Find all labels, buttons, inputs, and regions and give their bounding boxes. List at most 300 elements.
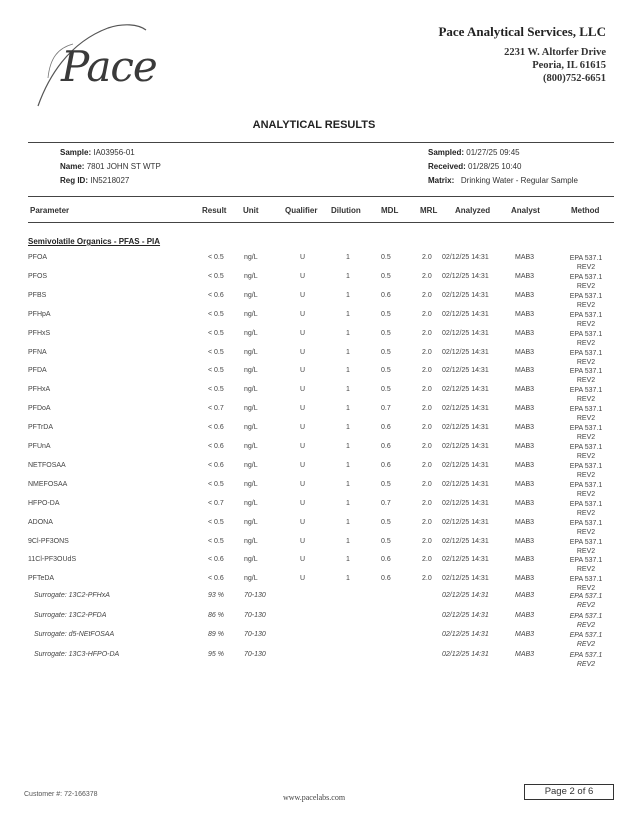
company-city: Peoria, IL 61615 [532, 60, 606, 71]
method-name: EPA 537.1 [569, 557, 603, 565]
cell-mdl: 0.5 [381, 329, 391, 337]
cell-mdl: 0.5 [381, 348, 391, 356]
cell-method [566, 462, 606, 480]
cell-limits: 70-130 [244, 592, 266, 599]
cell-unit: ng/L [244, 461, 258, 469]
cell-dilution: 1 [346, 461, 350, 469]
cell-method [566, 519, 606, 537]
table-row [0, 311, 628, 330]
surrogate-row [0, 592, 628, 611]
cell-mdl: 0.6 [381, 575, 391, 583]
cell-result: 93 % [208, 592, 224, 599]
cell-qualifier: U [300, 386, 306, 394]
cell-result: < 0.6 [208, 575, 224, 583]
cell-unit: ng/L [244, 480, 258, 488]
cell-dilution: 1 [346, 575, 350, 583]
cell-dilution: 1 [346, 556, 350, 564]
sample-name-line [60, 160, 161, 174]
cell-analyst: MAB3 [515, 254, 535, 261]
cell-analyst: MAB3 [515, 367, 535, 375]
cell-mrl: 2.0 [422, 443, 432, 450]
method-revision: REV2 [576, 585, 596, 593]
table-row [0, 292, 628, 311]
col-header-analyzed: Analyzed [455, 206, 491, 215]
cell-parameter: 11Cl-PF3OUdS [28, 556, 77, 564]
cell-method [566, 481, 606, 499]
company-phone: (800)752-6651 [543, 73, 606, 84]
cell-method [566, 612, 606, 630]
cell-mdl: 0.5 [381, 254, 391, 261]
customer-number: Customer #: 72-166378 [24, 791, 98, 798]
table-row [0, 519, 628, 538]
method-name: EPA 537.1 [569, 425, 603, 433]
regid-value: IN5218027 [90, 176, 130, 185]
cell-dilution: 1 [346, 310, 350, 318]
table-row [0, 462, 628, 481]
method-revision: REV2 [576, 471, 596, 479]
cell-result: < 0.5 [208, 537, 224, 545]
cell-mdl: 0.5 [381, 272, 391, 280]
cell-analyst: MAB3 [515, 386, 535, 394]
cell-mdl: 0.5 [381, 518, 391, 526]
report-title: ANALYTICAL RESULTS [252, 119, 376, 131]
cell-parameter: 9Cl-PF3ONS [28, 537, 69, 545]
cell-dilution: 1 [346, 443, 350, 450]
received-label: Received: [428, 162, 466, 171]
method-name: EPA 537.1 [569, 651, 603, 659]
cell-result: < 0.6 [208, 443, 224, 450]
cell-method [566, 349, 606, 367]
cell-parameter: ADONA [28, 518, 53, 526]
method-name: EPA 537.1 [569, 387, 603, 395]
cell-analyst: MAB3 [515, 291, 535, 299]
method-revision: REV2 [576, 660, 596, 668]
cell-result: 89 % [208, 631, 224, 639]
method-name: EPA 537.1 [569, 632, 603, 640]
method-revision: REV2 [576, 453, 596, 460]
cell-analyst: MAB3 [515, 424, 535, 432]
cell-parameter: PFOS [28, 272, 48, 280]
cell-limits: 70-130 [244, 631, 266, 639]
cell-parameter: PFTeDA [28, 575, 55, 583]
col-header-parameter: Parameter [30, 206, 70, 215]
method-name: EPA 537.1 [569, 255, 603, 262]
method-name: EPA 537.1 [569, 500, 603, 508]
method-name: EPA 537.1 [569, 311, 603, 319]
cell-mrl: 2.0 [422, 556, 432, 564]
cell-result: 86 % [208, 611, 224, 619]
cell-mrl: 2.0 [422, 348, 432, 356]
cell-qualifier: U [300, 310, 306, 318]
cell-qualifier: U [300, 480, 306, 488]
reg-id-line [60, 174, 161, 188]
cell-unit: ng/L [244, 443, 258, 450]
cell-dilution: 1 [346, 329, 350, 337]
cell-method [566, 651, 606, 669]
col-header-dilution: Dilution [331, 206, 361, 215]
table-row [0, 254, 628, 273]
cell-unit: ng/L [244, 254, 258, 261]
cell-parameter: NMEFOSAA [28, 480, 68, 488]
sample-value: IA03956-01 [93, 148, 135, 157]
cell-analyzed: 02/12/25 14:31 [442, 272, 489, 280]
cell-mdl: 0.6 [381, 291, 391, 299]
cell-parameter: Surrogate: 13C3-HFPO-DA [34, 650, 120, 658]
method-revision: REV2 [576, 339, 596, 347]
cell-result: < 0.5 [208, 367, 224, 375]
name-value: 7801 JOHN ST WTP [86, 162, 161, 171]
method-revision: REV2 [576, 434, 596, 442]
method-revision: REV2 [576, 566, 596, 574]
page-number: Page 2 of 6 [524, 784, 614, 800]
cell-method [566, 367, 606, 385]
cell-qualifier: U [300, 537, 306, 545]
cell-analyst: MAB3 [515, 537, 535, 545]
cell-method [566, 443, 606, 461]
sample-label: Sample: [60, 148, 92, 157]
sampled-label: Sampled: [428, 148, 465, 157]
received-value: 01/28/25 10:40 [468, 162, 522, 171]
method-name: EPA 537.1 [569, 462, 603, 470]
method-name: EPA 537.1 [569, 519, 603, 527]
sample-id-line [60, 146, 161, 160]
method-name: EPA 537.1 [569, 368, 603, 376]
sampled-value: 01/27/25 09:45 [466, 148, 520, 157]
method-name: EPA 537.1 [569, 481, 603, 489]
cell-unit: ng/L [244, 329, 258, 337]
cell-mdl: 0.6 [381, 556, 391, 564]
cell-unit: ng/L [244, 499, 258, 507]
cell-method [566, 330, 606, 348]
cell-parameter: PFHpA [28, 310, 51, 318]
cell-result: < 0.5 [208, 518, 224, 526]
cell-unit: ng/L [244, 348, 258, 356]
cell-mrl: 2.0 [422, 329, 432, 337]
cell-result: < 0.5 [208, 480, 224, 488]
cell-method [566, 386, 606, 404]
cell-result: < 0.5 [208, 386, 224, 394]
cell-parameter: PFHxS [28, 329, 51, 337]
sampled-line [428, 146, 578, 160]
table-row [0, 273, 628, 292]
cell-result: < 0.6 [208, 556, 224, 564]
method-revision: REV2 [576, 415, 596, 423]
received-line [428, 160, 578, 174]
cell-analyzed: 02/12/25 14:31 [442, 348, 489, 356]
method-revision: REV2 [576, 282, 596, 290]
cell-analyst: MAB3 [515, 631, 535, 639]
pace-logo [28, 18, 178, 113]
cell-mrl: 2.0 [422, 367, 432, 375]
cell-result: < 0.6 [208, 424, 224, 432]
cell-mrl: 2.0 [422, 461, 432, 469]
cell-mdl: 0.7 [381, 405, 391, 413]
cell-unit: ng/L [244, 537, 258, 545]
cell-dilution: 1 [346, 424, 350, 432]
method-revision: REV2 [576, 602, 596, 609]
cell-parameter: PFDA [28, 367, 47, 375]
col-header-analyst: Analyst [511, 206, 540, 215]
cell-unit: ng/L [244, 310, 258, 318]
method-revision: REV2 [576, 547, 596, 555]
method-name: EPA 537.1 [569, 593, 603, 600]
cell-unit: ng/L [244, 556, 258, 564]
sample-info-left [60, 146, 161, 188]
cell-dilution: 1 [346, 537, 350, 545]
method-revision: REV2 [576, 377, 596, 385]
cell-analyzed: 02/12/25 14:31 [442, 254, 489, 261]
table-row [0, 424, 628, 443]
cell-analyzed: 02/12/25 14:31 [442, 556, 489, 564]
cell-mrl: 2.0 [422, 518, 432, 526]
cell-mdl: 0.6 [381, 443, 391, 450]
cell-qualifier: U [300, 291, 306, 299]
cell-unit: ng/L [244, 575, 258, 583]
cell-analyzed: 02/12/25 14:31 [442, 310, 489, 318]
cell-parameter: PFTrDA [28, 424, 54, 432]
method-revision: REV2 [576, 621, 596, 629]
cell-result: < 0.6 [208, 291, 224, 299]
cell-analyst: MAB3 [515, 611, 535, 619]
cell-qualifier: U [300, 254, 306, 261]
website: www.pacelabs.com [282, 793, 346, 802]
cell-unit: ng/L [244, 272, 258, 280]
cell-mrl: 2.0 [422, 537, 432, 545]
cell-analyzed: 02/12/25 14:31 [442, 631, 489, 639]
surrogate-row [0, 631, 628, 650]
cell-dilution: 1 [346, 272, 350, 280]
cell-qualifier: U [300, 329, 306, 337]
method-name: EPA 537.1 [569, 273, 603, 281]
cell-method [566, 254, 606, 272]
cell-parameter: PFHxA [28, 386, 51, 394]
cell-parameter: PFUnA [28, 443, 51, 450]
cell-parameter: Surrogate: 13C2-PFDA [34, 611, 107, 619]
surrogate-row [0, 651, 628, 670]
col-header-mdl: MDL [381, 206, 399, 215]
cell-analyzed: 02/12/25 14:31 [442, 592, 489, 599]
cell-parameter: NETFOSAA [28, 461, 66, 469]
cell-dilution: 1 [346, 348, 350, 356]
cell-unit: ng/L [244, 518, 258, 526]
cell-method [566, 311, 606, 329]
cell-parameter: Surrogate: 13C2-PFHxA [34, 592, 110, 599]
cell-unit: ng/L [244, 386, 258, 394]
cell-analyst: MAB3 [515, 556, 535, 564]
table-row [0, 443, 628, 462]
table-row [0, 330, 628, 349]
cell-method [566, 592, 606, 610]
cell-analyzed: 02/12/25 14:31 [442, 537, 489, 545]
method-revision: REV2 [576, 320, 596, 328]
cell-result: < 0.5 [208, 348, 224, 356]
cell-mrl: 2.0 [422, 499, 432, 507]
cell-qualifier: U [300, 405, 306, 413]
table-row [0, 556, 628, 575]
cell-qualifier: U [300, 575, 306, 583]
cell-method [566, 538, 606, 556]
table-row [0, 405, 628, 424]
method-revision: REV2 [576, 509, 596, 517]
cell-mdl: 0.6 [381, 461, 391, 469]
cell-method [566, 575, 606, 593]
cell-qualifier: U [300, 518, 306, 526]
cell-result: < 0.7 [208, 405, 224, 413]
cell-analyst: MAB3 [515, 575, 535, 583]
cell-method [566, 405, 606, 423]
matrix-line [428, 174, 578, 188]
logo-text: Pace [61, 42, 157, 91]
cell-mdl: 0.5 [381, 310, 391, 318]
cell-result: 95 % [208, 650, 224, 658]
cell-analyzed: 02/12/25 14:31 [442, 424, 489, 432]
cell-parameter: Surrogate: d5-NEtFOSAA [34, 631, 115, 639]
col-header-qualifier: Qualifier [285, 206, 318, 215]
company-street: 2231 W. Altorfer Drive [504, 47, 606, 58]
cell-analyst: MAB3 [515, 405, 535, 413]
cell-result: < 0.6 [208, 461, 224, 469]
cell-method [566, 500, 606, 518]
cell-analyzed: 02/12/25 14:31 [442, 611, 489, 619]
method-revision: REV2 [576, 301, 596, 309]
method-name: EPA 537.1 [569, 330, 603, 338]
cell-analyzed: 02/12/25 14:31 [442, 499, 489, 507]
cell-analyst: MAB3 [515, 310, 535, 318]
cell-mrl: 2.0 [422, 272, 432, 280]
cell-result: < 0.5 [208, 272, 224, 280]
cell-mdl: 0.5 [381, 386, 391, 394]
method-name: EPA 537.1 [569, 612, 603, 620]
cell-parameter: PFNA [28, 348, 47, 356]
method-name: EPA 537.1 [569, 444, 603, 451]
cell-dilution: 1 [346, 291, 350, 299]
method-name: EPA 537.1 [569, 292, 603, 300]
cell-mrl: 2.0 [422, 291, 432, 299]
matrix-value: Drinking Water - Regular Sample [460, 176, 578, 185]
table-row [0, 538, 628, 557]
cell-analyzed: 02/12/25 14:31 [442, 461, 489, 469]
header-divider [28, 142, 614, 143]
method-revision: REV2 [576, 490, 596, 498]
cell-analyst: MAB3 [515, 272, 535, 280]
cell-mrl: 2.0 [422, 480, 432, 488]
cell-qualifier: U [300, 443, 306, 450]
cell-dilution: 1 [346, 518, 350, 526]
cell-dilution: 1 [346, 480, 350, 488]
cell-analyst: MAB3 [515, 329, 535, 337]
col-header-result: Result [202, 206, 227, 215]
cell-method [566, 424, 606, 442]
cell-analyst: MAB3 [515, 518, 535, 526]
cell-analyst: MAB3 [515, 348, 535, 356]
cell-analyzed: 02/12/25 14:31 [442, 367, 489, 375]
cell-qualifier: U [300, 499, 306, 507]
cell-dilution: 1 [346, 386, 350, 394]
cell-analyzed: 02/12/25 14:31 [442, 329, 489, 337]
col-header-method: Method [571, 206, 600, 215]
cell-method [566, 631, 606, 649]
table-row [0, 367, 628, 386]
cell-mrl: 2.0 [422, 424, 432, 432]
cell-analyst: MAB3 [515, 461, 535, 469]
cell-unit: ng/L [244, 291, 258, 299]
table-row [0, 500, 628, 519]
cell-parameter: PFDoA [28, 405, 51, 413]
info-divider [28, 196, 614, 197]
cell-mrl: 2.0 [422, 386, 432, 394]
sample-info-right [428, 146, 578, 188]
company-address-block [438, 24, 606, 85]
cell-method [566, 292, 606, 310]
cell-qualifier: U [300, 556, 306, 564]
cell-analyzed: 02/12/25 14:31 [442, 650, 489, 658]
cell-analyzed: 02/12/25 14:31 [442, 386, 489, 394]
cell-analyst: MAB3 [515, 499, 535, 507]
cell-mdl: 0.7 [381, 499, 391, 507]
method-revision: REV2 [576, 264, 596, 271]
section-title: Semivolatile Organics - PFAS - PIA [28, 237, 161, 246]
cell-analyzed: 02/12/25 14:31 [442, 575, 489, 583]
method-revision: REV2 [576, 641, 596, 649]
cell-unit: ng/L [244, 367, 258, 375]
cell-mdl: 0.5 [381, 537, 391, 545]
col-header-unit: Unit [243, 206, 259, 215]
cell-result: < 0.7 [208, 499, 224, 507]
cell-analyst: MAB3 [515, 650, 535, 658]
cell-dilution: 1 [346, 367, 350, 375]
cell-parameter: PFBS [28, 291, 47, 299]
method-revision: REV2 [576, 396, 596, 404]
cell-qualifier: U [300, 461, 306, 469]
cell-mrl: 2.0 [422, 254, 432, 261]
method-revision: REV2 [576, 358, 596, 366]
cell-parameter: PFOA [28, 254, 48, 261]
cell-mrl: 2.0 [422, 405, 432, 413]
matrix-label: Matrix: [428, 176, 455, 185]
cell-unit: ng/L [244, 424, 258, 432]
name-label: Name: [60, 162, 85, 171]
cell-analyst: MAB3 [515, 443, 535, 450]
table-row [0, 386, 628, 405]
method-name: EPA 537.1 [569, 406, 603, 414]
cell-limits: 70-130 [244, 611, 266, 619]
cell-mdl: 0.5 [381, 480, 391, 488]
method-name: EPA 537.1 [569, 576, 603, 584]
cell-analyst: MAB3 [515, 480, 535, 488]
method-revision: REV2 [576, 528, 596, 536]
cell-dilution: 1 [346, 499, 350, 507]
col-header-mrl: MRL [420, 206, 438, 215]
cell-method [566, 273, 606, 291]
regid-label: Reg ID: [60, 176, 88, 185]
cell-analyzed: 02/12/25 14:31 [442, 405, 489, 413]
company-name: Pace Analytical Services, LLC [438, 24, 606, 39]
cell-method [566, 556, 606, 574]
cell-parameter: HFPO-DA [28, 499, 60, 507]
cell-dilution: 1 [346, 405, 350, 413]
cell-analyzed: 02/12/25 14:31 [442, 480, 489, 488]
cell-dilution: 1 [346, 254, 350, 261]
cell-mdl: 0.5 [381, 367, 391, 375]
surrogate-row [0, 612, 628, 631]
cell-result: < 0.5 [208, 329, 224, 337]
cell-result: < 0.5 [208, 254, 224, 261]
cell-mrl: 2.0 [422, 575, 432, 583]
cell-result: < 0.5 [208, 310, 224, 318]
table-row [0, 481, 628, 500]
cell-limits: 70-130 [244, 650, 266, 658]
cell-analyst: MAB3 [515, 592, 535, 599]
